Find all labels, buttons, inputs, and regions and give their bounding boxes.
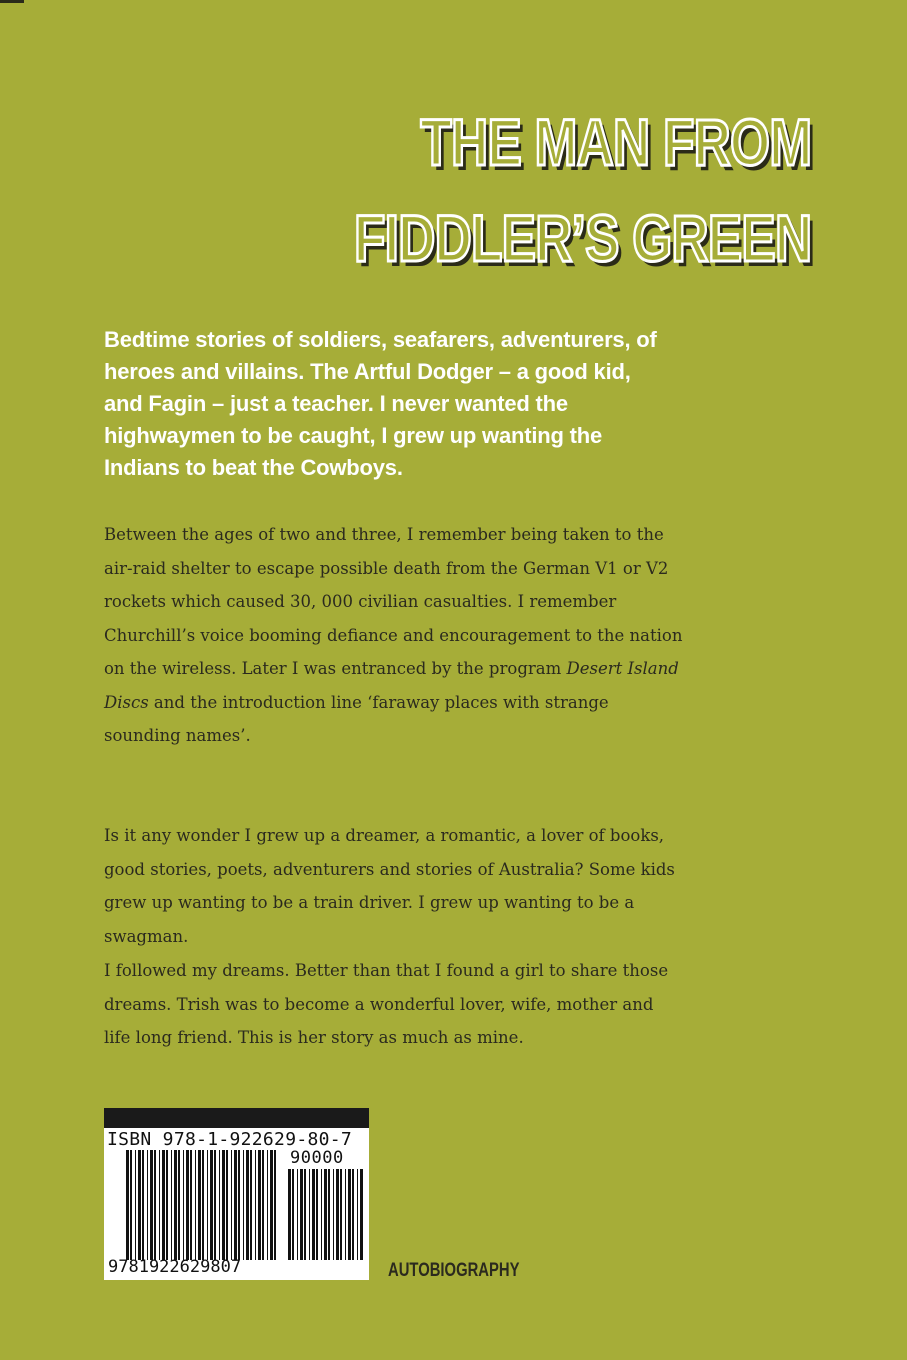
barcode-bar [198, 1150, 201, 1260]
barcode-bar [154, 1150, 156, 1260]
barcode-bar [171, 1150, 172, 1260]
barcode-bar [270, 1150, 273, 1260]
barcode-bar [340, 1169, 342, 1260]
barcode-bar [231, 1150, 232, 1260]
barcode-bar [142, 1150, 144, 1260]
barcode-bar [207, 1150, 208, 1260]
barcode-bar [267, 1150, 268, 1260]
barcode-bar [292, 1169, 294, 1260]
lead-blurb: Bedtime stories of soldiers, seafarers, adventurers, of heroes and villains. The Artful Dodger – a good kid, and Fagin – just a teacher. I never wanted the highwaymen to be caught, I grew up wanting the Indians to beat the Cowboys. [104, 327, 657, 480]
barcode-bar [226, 1150, 228, 1260]
book-category: AUTOBIOGRAPHY [388, 1260, 520, 1281]
barcode-bar [262, 1150, 264, 1260]
barcode-bar [135, 1150, 136, 1260]
barcode-bars [126, 1150, 280, 1260]
barcode-top-bar [104, 1108, 369, 1128]
paragraph-1-text-end: and the introduction line ‘faraway places with strange sounding names’. [104, 692, 609, 745]
barcode-bar [238, 1150, 240, 1260]
isbn-label: ISBN 978-1-922629-80-7 [107, 1129, 353, 1150]
barcode-bar [190, 1150, 192, 1260]
barcode-bar [360, 1169, 363, 1260]
barcode-bar [130, 1150, 132, 1260]
blurb-paragraph-3: I followed my dreams. Better than that I found a girl to share those dreams. Trish was to become a wonderful lover, wife, mother and life long friend. This is her story as much as mine. [104, 961, 669, 1047]
title-line-2: FIDDLER’S GREEN [353, 201, 811, 275]
barcode-bar [166, 1150, 168, 1260]
barcode-bar [324, 1169, 327, 1260]
barcode-bar [214, 1150, 216, 1260]
barcode-bar [186, 1150, 189, 1260]
barcode-bar [222, 1150, 225, 1260]
barcode-bar [126, 1150, 129, 1260]
barcode-bar [352, 1169, 354, 1260]
book-title [354, 94, 811, 286]
paragraph-1-text: Between the ages of two and three, I remember being taken to the air-raid shelter to escape possible death from the German V1 or V2 rockets which caused 30, 000 civilian casualties. I remember Churchill’s voice booming defiance and encouragement to the nation on the wireless. Later I was entranced by the program [104, 525, 683, 678]
barcode-bar [258, 1150, 261, 1260]
blurb-paragraph-2: Is it any wonder I grew up a dreamer, a romantic, a lover of books, good stories, poets, adventurers and stories of Australia? Some kids grew up wanting to be a train driver. I grew up wanting to be a swagman. [104, 826, 675, 946]
barcode-bar [246, 1150, 249, 1260]
title-line-1: THE MAN FROM [420, 105, 811, 179]
barcode-bar [162, 1150, 165, 1260]
barcode-bar [210, 1150, 213, 1260]
barcode-bar [195, 1150, 196, 1260]
barcode-bar [150, 1150, 153, 1260]
barcode-bar [183, 1150, 184, 1260]
barcode-addon-digits: 90000 [290, 1148, 344, 1168]
barcode-bar [357, 1169, 358, 1260]
barcode-bar [159, 1150, 160, 1260]
barcode-bar [147, 1150, 148, 1260]
barcode-bar [219, 1150, 220, 1260]
barcode-bar [300, 1169, 303, 1260]
barcode-bar [250, 1150, 252, 1260]
barcode-bar [321, 1169, 322, 1260]
barcode-bar [297, 1169, 298, 1260]
barcode-bar [138, 1150, 141, 1260]
barcode-bar [288, 1169, 291, 1260]
barcode-bar [174, 1150, 177, 1260]
corner-trim-mark [0, 0, 24, 3]
barcode-bar [345, 1169, 346, 1260]
barcode-bar [309, 1169, 310, 1260]
barcode-bar [243, 1150, 244, 1260]
barcode-addon-bars [288, 1169, 364, 1260]
barcode-bar [234, 1150, 237, 1260]
barcode-bar [333, 1169, 334, 1260]
barcode-bar [202, 1150, 204, 1260]
isbn-barcode [104, 1108, 369, 1280]
barcode-bar [348, 1169, 351, 1260]
program-title: Desert Island Discs [104, 659, 679, 712]
barcode-bar [255, 1150, 256, 1260]
blurb-paragraph-1 [104, 518, 684, 753]
barcode-bar [274, 1150, 276, 1260]
barcode-bar [316, 1169, 318, 1260]
barcode-bar [328, 1169, 330, 1260]
barcode-bar [304, 1169, 306, 1260]
barcode-bar [336, 1169, 339, 1260]
barcode-bar [312, 1169, 315, 1260]
barcode-bar [178, 1150, 180, 1260]
barcode-ean-digits: 9781922629807 [108, 1257, 242, 1277]
